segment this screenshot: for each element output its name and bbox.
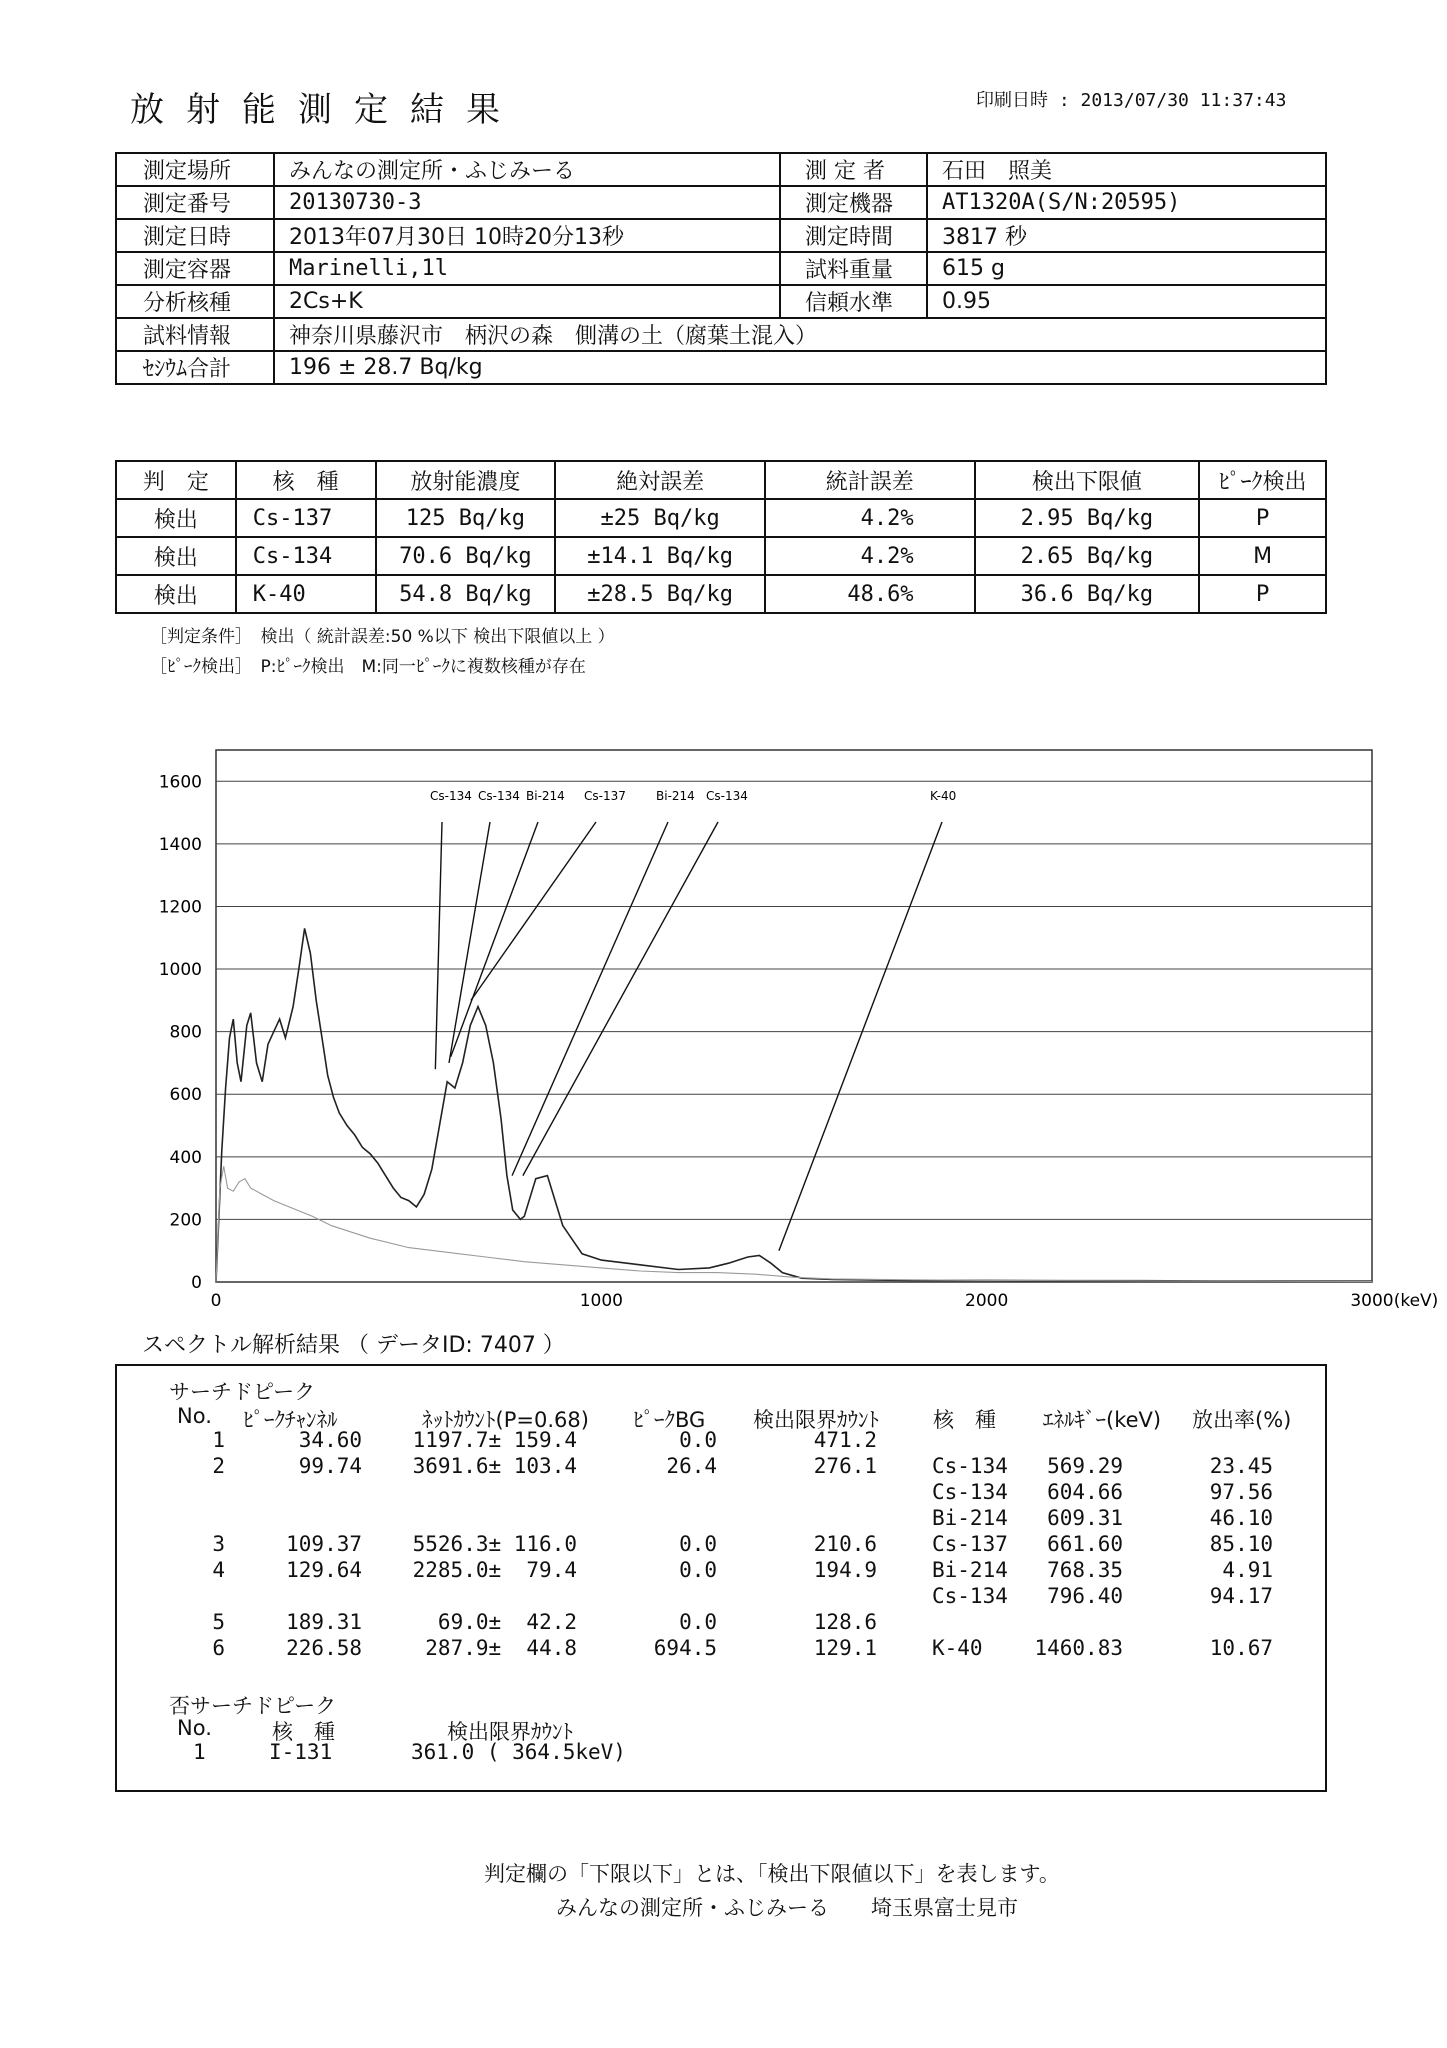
y-tick-label: 800 [169, 1022, 202, 1043]
annotation-label: Cs-134 [478, 789, 520, 803]
device-value: AT1320A(S/N:20595) [927, 186, 1326, 219]
spectrum-analysis-box [115, 1364, 1327, 1792]
results-row [116, 575, 1326, 613]
peak-channel: 129.64 [286, 1558, 362, 1582]
info-table [115, 152, 1327, 385]
y-tick-label: 1000 [158, 960, 202, 981]
peak-detection-note: ［ﾋﾟｰｸ検出］ P:ﾋﾟｰｸ検出 M:同一ﾋﾟｰｸに複数核種が存在 [150, 657, 586, 677]
col-header-netcount: ﾈｯﾄｶｳﾝﾄ(P=0.68) [422, 1408, 589, 1432]
annotation-label: Bi-214 [656, 789, 695, 803]
col-header-yield: 放出率(%) [1192, 1408, 1292, 1432]
activity-cell: 125 Bq/kg [376, 499, 556, 537]
results-header: 統計誤差 [765, 461, 975, 499]
operator-value: 石田 照美 [927, 153, 1326, 186]
peak-limit: 129.1 [813, 1636, 877, 1660]
peak-bg: 0.0 [679, 1428, 717, 1452]
footer-organization: みんなの測定所・ふじみーる 埼玉県富士見市 [556, 1896, 1018, 1920]
col-header-channel: ﾋﾟｰｸﾁｬﾝﾈﾙ [243, 1408, 338, 1432]
peak-energy: 768.35 [1047, 1558, 1123, 1582]
nuclide-label: 分析核種 [116, 285, 274, 318]
col-header-energy: ｴﾈﾙｷﾞｰ(keV) [1043, 1408, 1162, 1432]
peak-channel: 189.31 [286, 1610, 362, 1634]
results-header: ﾋﾟｰｸ検出 [1199, 461, 1326, 499]
peak-detect-cell: P [1199, 499, 1326, 537]
mdl-cell: 2.65 Bq/kg [975, 537, 1200, 575]
peak-channel: 109.37 [286, 1532, 362, 1556]
nonsearched-peaks-title: 否サーチドピーク [169, 1694, 337, 1718]
y-tick-label: 200 [169, 1210, 202, 1231]
peak-no: 3 [212, 1532, 225, 1556]
peak-no: 2 [212, 1454, 225, 1478]
sample-label: 試料情報 [116, 318, 274, 351]
activity-cell: 70.6 Bq/kg [376, 537, 556, 575]
number-value: 20130730-3 [274, 186, 780, 219]
plot-area [216, 750, 1372, 1282]
col-header-limit: 検出限界ｶｳﾝﾄ [753, 1408, 879, 1432]
y-tick-label: 400 [169, 1147, 202, 1168]
x-tick-label: 0 [210, 1291, 222, 1311]
annotation-label: K-40 [930, 789, 957, 803]
operator-label: 測 定 者 [780, 153, 927, 186]
x-unit-label: (keV) [1393, 1291, 1439, 1311]
confidence-value: 0.95 [927, 285, 1326, 318]
peak-limit: 194.9 [813, 1558, 877, 1582]
spectrum-chart [100, 742, 1439, 1312]
nonsearch-limit: 361.0 ( 364.5keV) [411, 1740, 626, 1764]
col-header-no: No. [177, 1404, 212, 1428]
nonsearch-no: 1 [193, 1740, 206, 1764]
peak-bg: 0.0 [679, 1610, 717, 1634]
weight-value: 615 g [927, 252, 1326, 285]
cesium-label: ｾｼｳﾑ合計 [116, 351, 274, 384]
stat-error-cell: 4.2% [765, 499, 975, 537]
peak-detect-cell: M [1199, 537, 1326, 575]
peak-limit: 210.6 [813, 1532, 877, 1556]
y-tick-label: 1400 [158, 834, 202, 855]
results-header: 判 定 [116, 461, 236, 499]
duration-value: 3817 秒 [927, 219, 1326, 252]
annotation-label: Bi-214 [526, 789, 565, 803]
nuclide-cell: Cs-134 [236, 537, 376, 575]
device-label: 測定機器 [780, 186, 927, 219]
datetime-label: 測定日時 [116, 219, 274, 252]
peak-no: 1 [212, 1428, 225, 1452]
abs-error-cell: ±28.5 Bq/kg [555, 575, 765, 613]
peak-netcount: 1197.7± 159.4 [412, 1428, 577, 1452]
container-label: 測定容器 [116, 252, 274, 285]
peak-limit: 471.2 [813, 1428, 877, 1452]
nuclide-value: 2Cs+K [274, 285, 780, 318]
judgement-cell: 検出 [116, 537, 236, 575]
peak-yield: 10.67 [1209, 1636, 1273, 1660]
page-title: 放射能測定結果 [130, 90, 522, 130]
confidence-label: 信頼水準 [780, 285, 927, 318]
abs-error-cell: ±25 Bq/kg [555, 499, 765, 537]
results-header: 核 種 [236, 461, 376, 499]
peak-nuclide: Bi-214 [932, 1506, 1008, 1530]
peak-energy: 569.29 [1047, 1454, 1123, 1478]
number-label: 測定番号 [116, 186, 274, 219]
peak-nuclide: Cs-134 [932, 1480, 1008, 1504]
peak-nuclide: Bi-214 [932, 1558, 1008, 1582]
activity-cell: 54.8 Bq/kg [376, 575, 556, 613]
peak-netcount: 69.0± 42.2 [437, 1610, 577, 1634]
peak-energy: 661.60 [1047, 1532, 1123, 1556]
peak-netcount: 287.9± 44.8 [425, 1636, 577, 1660]
nuclide-cell: K-40 [236, 575, 376, 613]
peak-energy: 1460.83 [1034, 1636, 1123, 1660]
x-tick-label: 1000 [579, 1291, 623, 1311]
y-tick-label: 0 [191, 1273, 202, 1293]
peak-yield: 46.10 [1209, 1506, 1273, 1530]
judgement-cell: 検出 [116, 575, 236, 613]
weight-label: 試料重量 [780, 252, 927, 285]
datetime-value: 2013年07月30日 10時20分13秒 [274, 219, 780, 252]
peak-netcount: 3691.6± 103.4 [412, 1454, 577, 1478]
peak-nuclide: Cs-137 [932, 1532, 1008, 1556]
nuclide-cell: Cs-137 [236, 499, 376, 537]
judgement-cell: 検出 [116, 499, 236, 537]
container-value: Marinelli,1l [274, 252, 780, 285]
nonsearch-header-no: No. [177, 1716, 212, 1740]
results-table [115, 460, 1327, 614]
nonsearch-header-nuclide: 核 種 [272, 1720, 335, 1744]
sample-value: 神奈川県藤沢市 柄沢の森 側溝の土（腐葉土混入） [274, 318, 1326, 351]
peak-channel: 226.58 [286, 1636, 362, 1660]
spectrum-section-title: スペクトル解析結果 （ データID: 7407 ） [142, 1333, 565, 1358]
peak-channel: 34.60 [298, 1428, 362, 1452]
peak-energy: 796.40 [1047, 1584, 1123, 1608]
annotation-label: Cs-134 [706, 789, 748, 803]
col-header-peakbg: ﾋﾟｰｸBG [633, 1408, 706, 1432]
peak-netcount: 2285.0± 79.4 [412, 1558, 577, 1582]
nonsearch-nuclide: I-131 [269, 1740, 333, 1764]
peak-nuclide: K-40 [932, 1636, 983, 1660]
abs-error-cell: ±14.1 Bq/kg [555, 537, 765, 575]
peak-energy: 609.31 [1047, 1506, 1123, 1530]
peak-bg: 26.4 [666, 1454, 717, 1478]
results-header: 検出下限値 [975, 461, 1200, 499]
peak-yield: 23.45 [1209, 1454, 1273, 1478]
x-tick-label: 3000 [1350, 1291, 1394, 1311]
results-row [116, 499, 1326, 537]
mdl-cell: 2.95 Bq/kg [975, 499, 1200, 537]
stat-error-cell: 48.6% [765, 575, 975, 613]
peak-yield: 85.10 [1209, 1532, 1273, 1556]
peak-no: 6 [212, 1636, 225, 1660]
peak-no: 5 [212, 1610, 225, 1634]
peak-detect-cell: P [1199, 575, 1326, 613]
results-header: 放射能濃度 [376, 461, 556, 499]
peak-yield: 4.91 [1222, 1558, 1273, 1582]
duration-label: 測定時間 [780, 219, 927, 252]
print-date: 印刷日時 : 2013/07/30 11:37:43 [976, 90, 1287, 111]
col-header-nuclide: 核 種 [933, 1408, 996, 1432]
footer-note: 判定欄の「下限以下」とは、「検出下限値以下」を表します。 [484, 1862, 1060, 1886]
y-tick-label: 1600 [158, 772, 202, 793]
peak-channel: 99.74 [298, 1454, 362, 1478]
stat-error-cell: 4.2% [765, 537, 975, 575]
peak-nuclide: Cs-134 [932, 1584, 1008, 1608]
mdl-cell: 36.6 Bq/kg [975, 575, 1200, 613]
peak-netcount: 5526.3± 116.0 [412, 1532, 577, 1556]
location-value: みんなの測定所・ふじみーる [274, 153, 780, 186]
peak-limit: 276.1 [813, 1454, 877, 1478]
peak-yield: 97.56 [1209, 1480, 1273, 1504]
nonsearch-header-limit: 検出限界ｶｳﾝﾄ [447, 1720, 573, 1744]
peak-nuclide: Cs-134 [932, 1454, 1008, 1478]
judgement-condition-note: ［判定条件］ 検出（ 統計誤差:50 %以下 検出下限値以上 ） [150, 627, 615, 647]
notes [150, 622, 615, 682]
peak-no: 4 [212, 1558, 225, 1582]
peak-bg: 0.0 [679, 1532, 717, 1556]
peak-limit: 128.6 [813, 1610, 877, 1634]
peak-energy: 604.66 [1047, 1480, 1123, 1504]
annotation-label: Cs-137 [584, 789, 626, 803]
peak-bg: 0.0 [679, 1558, 717, 1582]
peak-yield: 94.17 [1209, 1584, 1273, 1608]
y-tick-label: 1200 [158, 897, 202, 918]
searched-peaks-title: サーチドピーク [169, 1380, 316, 1404]
y-tick-label: 600 [169, 1085, 202, 1106]
results-row [116, 537, 1326, 575]
results-header: 絶対誤差 [555, 461, 765, 499]
peak-bg: 694.5 [653, 1636, 717, 1660]
annotation-label: Cs-134 [430, 789, 472, 803]
location-label: 測定場所 [116, 153, 274, 186]
x-tick-label: 2000 [965, 1291, 1009, 1311]
cesium-value: 196 ± 28.7 Bq/kg [274, 351, 1326, 384]
